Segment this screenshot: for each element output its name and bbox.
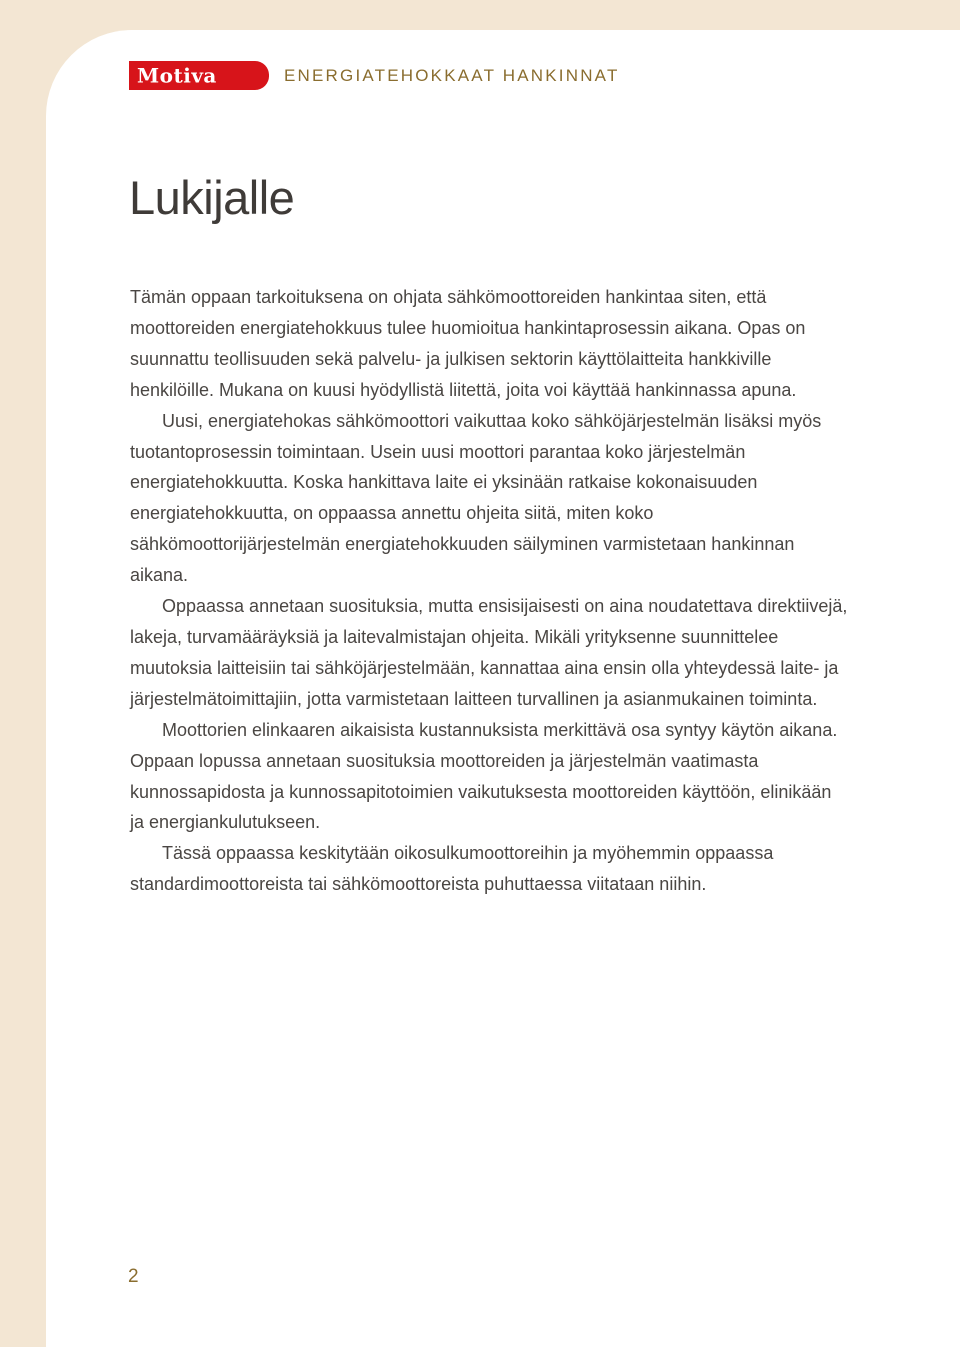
section-header-title: ENERGIATEHOKKAAT HANKINNAT [284, 66, 620, 85]
paragraph-scope: Tässä oppaassa keskitytään oikosulkumoottoreihin ja myöhemmin oppaassa standardimoottoreista tai sähkömoottoreista puhuttaessa viitataan niihin. [130, 843, 774, 895]
body-text [130, 282, 850, 900]
page-number: 2 [128, 1266, 139, 1287]
paragraph-lifecycle-costs: Moottorien elinkaaren aikaisista kustannuksista merkittävä osa syntyy käytön aikana. Oppaan lopussa annetaan suosituksia moottoreiden ja järjestelmän vaatimasta kunnossapidosta ja kunnossapitotoimien vaikutuksesta moottoreiden käyttöön, elinikään ja energiankulutukseen. [130, 719, 838, 833]
paragraph-regulations: Oppaassa annetaan suosituksia, mutta ensisijaisesti on aina noudatettava direktiivejä, lakeja, turvamääräyksiä ja laitevalmistajan ohjeita. Mikäli yrityksenne suunnittelee muutoksia laitteisiin tai sähköjärjestelmään, kannattaa aina ensin olla yhteydessä laite- ja järjestelmätoimittajiin, jotta varmistetaan laitteen turvallinen ja asianmukainen toiminta. [130, 596, 848, 709]
paragraph-intro: Tämän oppaan tarkoituksena on ohjata sähkömoottoreiden hankintaa siten, että moottoreiden energiatehokkuus tulee huomioitua hankintaprosessin aikana. Opas on suunnattu teollisuuden sekä palvelu- ja julkisen sektorin käyttölaitteita hankkiville henkilöille. Mukana on kuusi hyödyllistä liitettä, joita voi käyttää hankinnassa apuna. [130, 287, 806, 400]
motiva-logo-shape [129, 61, 269, 90]
paragraph-motor-impact: Uusi, energiatehokas sähkömoottori vaikuttaa koko sähköjärjestelmän lisäksi myös tuotantoprosessin toimintaan. Usein uusi moottori parantaa koko järjestelmän energiatehokkuutta. Koska hankittava laite ei yksinään ratkaise kokonaisuuden energiatehokkuutta, on oppaassa annettu ohjeita siitä, miten koko sähkömoottorijärjestelmän energiatehokkuuden säilyminen varmistetaan hankinnan aikana. [130, 410, 822, 586]
motiva-logo [129, 61, 269, 90]
page-title: Lukijalle [129, 171, 295, 224]
logo-text: Motiva [137, 63, 217, 88]
